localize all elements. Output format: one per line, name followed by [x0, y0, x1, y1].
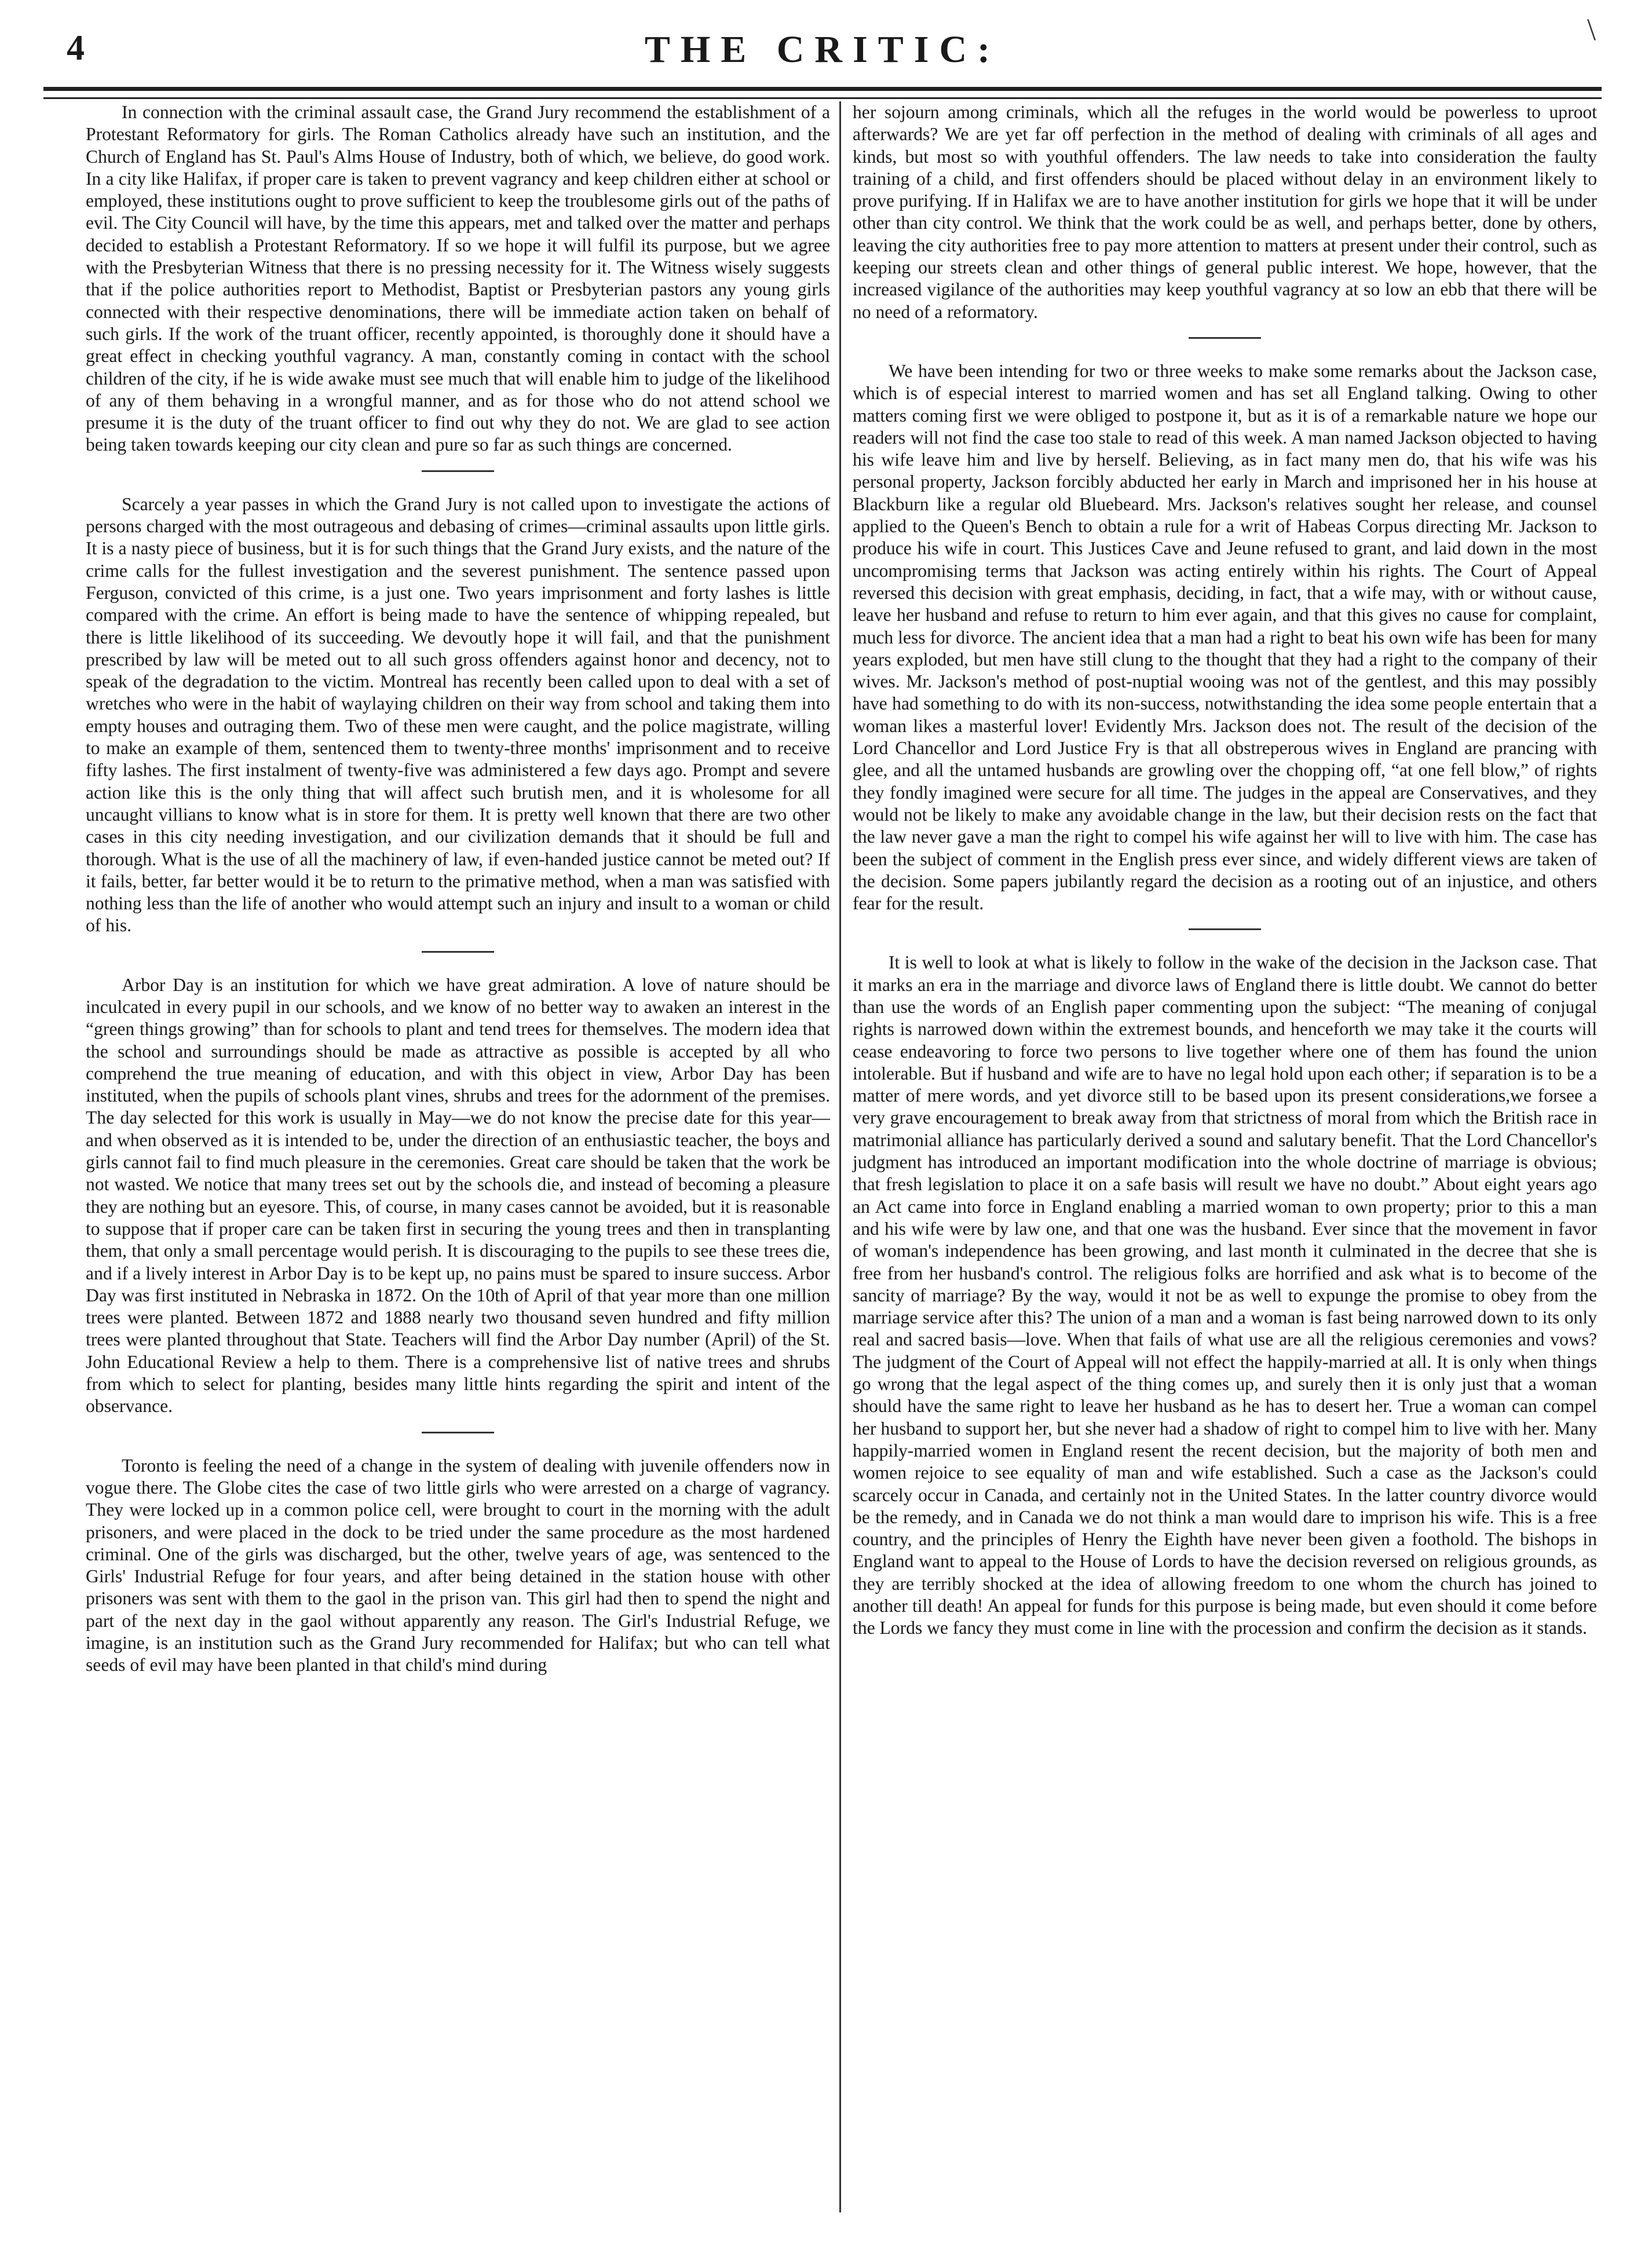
article-separator	[422, 470, 494, 472]
article-toronto-juvenile: Toronto is feeling the need of a change in the system of dealing with juvenile offenders now in vogue there. The Globe cites the case of two little girls who were arrested on a charge of vagrancy. They were locked up in a common police cell, were brought to court in the morning with the adult prisoners, and were placed in the dock to be tried under the same procedure as the most hardened criminal. One of the girls was discharged, but the other, twelve years of age, was sentenced to the Girls' Industrial Refuge for four years, and after being detained in the station house with other prisoners was sent with them to the gaol in the prison van. This girl had then to spend the night and part of the next day in the gaol without apparently any reason. The Girl's Industrial Refuge, we imagine, is an institution such as the Grand Jury recommended for Halifax; but who can tell what seeds of evil may have been planted in that child's mind during	[86, 1455, 830, 1676]
left-column	[86, 101, 830, 1677]
article-separator	[422, 951, 494, 953]
article-separator	[1189, 337, 1261, 339]
article-jackson-aftermath: It is well to look at what is likely to follow in the wake of the decision in the Jackson case. That it marks an era in the marriage and divorce laws of England there is little doubt. We cannot do better than use the words of an English paper commenting upon the subject: “The meaning of conjugal rights is narrowed down within the extremest bounds, and henceforth we may take it the courts will cease endeavoring to force two persons to live together where one of them has found the union intolerable. But if husband and wife are to have no legal hold upon each other; if separation is to be a matter of mere words, and yet divorce still to be based upon its present considerations,we forsee a very grave encouragement to break away from that strictness of moral from which the British race in matrimonial alliance has particularly derived a sound and salutary benefit. That the Lord Chancellor's judgment has introduced an important modification into the whole doctrine of marriage is obvious; that fresh legislation to place it on a safe basis will result we have no doubt.” About eight years ago an Act came into force in England enabling a married woman to own property; prior to this a man and his wife were by law one, and that one was the husband. Ever since that the movement in favor of woman's independence has been growing, and last month it culminated in the decree that she is free from her husband's control. The religious folks are horrified and ask what is to become of the sancity of marriage? By the way, would it not be as well to expunge the promise to obey from the marriage service after this? The union of a man and a woman is fast being narrowed down to its only real and sacred basis—love. When that fails of what use are all the religious ceremonies and vows? The judgment of the Court of Appeal will not effect the happily-married at all. It is only when things go wrong that the legal aspect of the thing comes up, and surely then it is only just that a woman should have the same right to leave her husband as he has to desert her. True a woman can compel her husband to support her, but she never had a shadow of right to compel him to live with her. Many happily-married women in England resent the recent decision, but the majority of both men and women rejoice to see equality of man and wife established. Such a case as the Jackson's could scarcely occur in Canada, and certainly not in the United States. In the latter country divorce would be the remedy, and in Canada we do not think a man would dare to imprison his wife. This is a free country, and the principles of Henry the Eighth have never been given a foothold. The bishops in England want to appeal to the House of Lords to have the decision reversed on religious grounds, as they are terribly shocked at the idea of allowing freedom to one whom the church has joined to another till death! An appeal for funds for this purpose is being made, but even should it come before the Lords we fancy they must come in line with the procession and confirm the decision as it stands.	[853, 952, 1597, 1638]
publication-title: THE CRITIC:	[644, 28, 1001, 71]
article-toronto-juvenile-continued: her sojourn among criminals, which all the refuges in the world would be powerless to uproot afterwards? We are yet far off perfection in the method of dealing with criminals of all ages and kinds, but most so with youthful offenders. The law needs to take into consideration the faulty training of a child, and first offenders should be placed without delay in an environment likely to prove purifying. If in Halifax we are to have another institution for girls we hope that it will be under other than city control. We think that the work could be as well, and perhaps better, done by others, leaving the city authorities free to pay more attention to matters at present under their control, such as keeping our streets clean and other things of general public interest. We hope, however, that the increased vigilance of the authorities may keep youthful vagrancy at so low an ebb that there will be no need of a reformatory.	[853, 102, 1597, 322]
page-number: 4	[67, 28, 85, 68]
article-arbor-day: Arbor Day is an institution for which we have great admiration. A love of nature should be inculcated in every pupil in our schools, and we know of no better way to awaken an interest in the “green things growing” than for schools to plant and tend trees for themselves. The modern idea that the school and surroundings should be made as attractive as possible is accepted by all who comprehend the true meaning of education, and with this object in view, Arbor Day has been instituted, when the pupils of schools plant vines, shrubs and trees for the adornment of the premises. The day selected for this work is usually in May—we do not know the precise date for this year—and when observed as it is intended to be, under the direction of an enthusiastic teacher, the boys and girls cannot fail to find much pleasure in the ceremonies. Great care should be taken that the work be not wasted. We notice that many trees set out by the schools die, and instead of becoming a pleasure they are nothing but an eyesore. This, of course, in many cases cannot be avoided, but it is reasonable to suppose that if proper care can be taken first in securing the young trees and then in transplanting them, that only a small percentage would perish. It is discouraging to the pupils to see these trees die, and if a lively interest in Arbor Day is to be kept up, no pains must be spared to insure success. Arbor Day was first instituted in Nebraska in 1872. On the 10th of April of that year more than one million trees were planted. Between 1872 and 1888 nearly two thousand seven hundred and fifty million trees were planted throughout that State. Teachers will find the Arbor Day number (April) of the St. John Educational Review a help to them. There is a comprehensive list of native trees and shrubs from which to select for planting, besides many little hints regarding the spirit and intent of the observance.	[86, 974, 830, 1417]
article-separator	[422, 1432, 494, 1433]
column-divider	[839, 101, 841, 2212]
masthead-rule-thick	[43, 87, 1602, 91]
masthead	[43, 12, 1602, 81]
article-reformatory: In connection with the criminal assault case, the Grand Jury recommend the establishment of a Protestant Reformatory for girls. The Roman Catholics already have such an institution, and the Church of England has St. Paul's Alms House of Industry, both of which, we believe, do good work. In a city like Halifax, if proper care is taken to prevent vagrancy and keep children either at school or employed, these institutions ought to prove sufficient to keep the troublesome girls out of the paths of evil. The City Council will have, by the time this appears, met and talked over the matter and perhaps decided to establish a Protestant Reformatory. If so we hope it will fulfil its purpose, but we agree with the Presbyterian Witness that there is no pressing necessity for it. The Witness wisely suggests that if the police authorities report to Methodist, Baptist or Presbyterian pastors any young girls connected with their respective denominations, there will be immediate action taken on behalf of such girls. If the work of the truant officer, recently appointed, is thoroughly done it should have a great effect in checking youthful vagrancy. A man, constantly coming in contact with the school children of the city, if he is wide awake must see much that will enable him to judge of the likelihood of any of them behaving in a wrongful manner, and as for those who do not attend school we presume it is the duty of the truant officer to find out why they do not. We are glad to see action being taken towards keeping our city clean and pure so far as such things are concerned.	[86, 102, 830, 455]
corner-mark: \	[1587, 12, 1596, 47]
article-jackson-case: We have been intending for two or three weeks to make some remarks about the Jackson case, which is of especial interest to married women and has set all England talking. Owing to other matters coming first we were obliged to postpone it, but as it is of a remarkable nature we hope our readers will not find the case too stale to read of this week. A man named Jackson objected to having his wife leave him and live by herself. Believing, as in fact many men do, that his wife was his personal property, Jackson forcibly abducted her early in March and imprisoned her in his house at Blackburn like a regular old Bluebeard. Mrs. Jackson's relatives sought her release, and counsel applied to the Queen's Bench to obtain a rule for a writ of Habeas Corpus directing Mr. Jackson to produce his wife in court. This Justices Cave and Jeune refused to grant, and laid down in the most uncompromising terms that Jackson was acting entirely within his rights. The Court of Appeal reversed this decision with great emphasis, deciding, in fact, that a wife may, with or without cause, leave her husband and refuse to return to him ever again, and that this gives no cause for complaint, much less for divorce. The ancient idea that a man had a right to beat his own wife has been for many years exploded, but men have still clung to the thought that they had a right to the company of their wives. Mr. Jackson's method of post-nuptial wooing was not of the gentlest, and this may possibly have had something to do with its non-success, notwithstanding the idea some people entertain that a woman likes a masterful lover! Evidently Mrs. Jackson does not. The result of the decision of the Lord Chancellor and Lord Justice Fry is that all obstreperous wives in England are prancing with glee, and all the untamed husbands are growling over the chopping off, “at one fell blow,” of rights they fondly imagined were secure for all time. The judges in the appeal are Conservatives, and they would not be likely to make any avoidable change in the law, but their decision rests on the fact that the law never gave a man the right to compel his wife against her will to live with him. The case has been the subject of comment in the English press ever since, and widely different views are taken of the decision. Some papers jubilantly regard the decision as a rooting out of an injustice, and others fear for the result.	[853, 360, 1597, 914]
right-column	[853, 101, 1597, 1640]
article-grand-jury: Scarcely a year passes in which the Grand Jury is not called upon to investigate the actions of persons charged with the most outrageous and debasing of crimes—criminal assaults upon little girls. It is a nasty piece of business, but it is for such things that the Grand Jury exists, and the nature of the crime calls for the fullest investigation and the severest punishment. The sentence passed upon Ferguson, convicted of this crime, is a just one. Two years imprisonment and forty lashes is little compared with the crime. An effort is being made to have the sentence of whipping repealed, but there is little likelihood of its succeeding. We devoutly hope it will fail, and that the punishment prescribed by law will be meted out to all such gross offenders against honor and decency, not to speak of the degradation to the victim. Montreal has recently been called upon to deal with a set of wretches who were in the habit of waylaying children on their way from school and taking them into empty houses and outraging them. Two of these men were caught, and the police magistrate, willing to make an example of them, sentenced them to twenty-three months' imprisonment and to receive fifty lashes. The first instalment of twenty-five was administered a few days ago. Prompt and severe action like this is the only thing that will affect such brutish men, and it is wholesome for all uncaught villians to know what is in store for them. It is pretty well known that there are two other cases in this city needing investigation, and our civilization demands that it should be full and thorough. What is the use of all the machinery of law, if even-handed justice cannot be meted out? If it fails, better, far better would it be to return to the primative method, when a man was satisfied with nothing less than the life of another who would attempt such an injury and insult to a woman or child of his.	[86, 493, 830, 936]
masthead-rule-thin	[43, 97, 1602, 99]
article-separator	[1189, 928, 1261, 930]
